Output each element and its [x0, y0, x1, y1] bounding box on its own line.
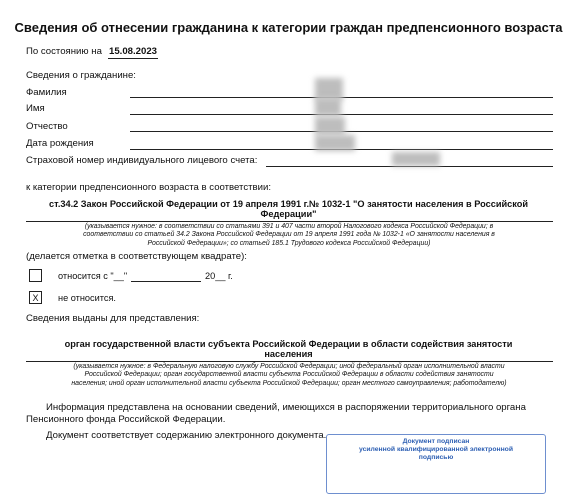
option-applies-year: 20__ г.: [205, 271, 233, 281]
snils-line: [266, 166, 553, 167]
law-hint-line-2: соответствии со статьей 34.2 Закона Российской Федерации от 19 апреля 1991 года № 1032-1 «О занятости населения в: [83, 231, 495, 239]
law-underline: [26, 221, 553, 222]
option-applies-text: относится с "__": [58, 271, 128, 281]
name-redacted: [315, 98, 341, 116]
stamp-line-2: усиленной квалифицированной электронной: [358, 446, 514, 453]
patronymic-redacted: [315, 117, 345, 135]
option-applies-checkbox[interactable]: [29, 269, 42, 282]
as-of-underline: [108, 58, 158, 59]
recipient-hint-line-3: населения; иной орган исполнительной власти субъекта Российской Федерации; орган местного самоуправления; работодателю): [71, 379, 507, 387]
info-paragraph-2: Пенсионного фонда Российской Федерации.: [26, 414, 226, 425]
surname-label: Фамилия: [26, 87, 67, 98]
recipient-underline: [26, 361, 553, 362]
name-label: Имя: [26, 103, 45, 114]
category-intro: к категории предпенсионного возраста в соответствии:: [26, 182, 272, 193]
patronymic-label: Отчество: [26, 121, 68, 132]
surname-redacted: [315, 78, 343, 100]
recipient-hint-line-1: (указывается нужное: в Федеральную налоговую службу Российской Федерации; иной федеральный орган исполнительной власти: [73, 363, 505, 370]
birthdate-redacted: [315, 135, 355, 151]
as-of-date: 15.08.2023: [109, 46, 158, 57]
stamp-line-3: подписью: [418, 454, 454, 461]
snils-label: Страховой номер индивидуального лицевого счета:: [26, 155, 258, 166]
name-line: [130, 114, 553, 115]
recipient-line-2: населения: [264, 349, 313, 359]
checkbox-note: (делается отметка в соответствующем квадрате):: [26, 251, 247, 262]
option-applies-date-line: [131, 281, 201, 282]
law-line-2: Федерации": [260, 209, 317, 219]
citizen-heading: Сведения о гражданине:: [26, 70, 136, 81]
option-not-applies-checkbox[interactable]: X: [29, 291, 42, 304]
snils-redacted: [392, 152, 440, 166]
recipient-hint-line-2: Российской Федерации; орган государственной власти субъекта Российской Федерации в области содействия занятости: [84, 371, 494, 379]
law-hint-line-3: Российской Федерации»; со статьей 185.1 Трудового кодекса Российской Федерации): [147, 239, 431, 247]
option-not-applies-text: не относится.: [58, 293, 116, 303]
as-of-label: По состоянию на: [26, 46, 102, 57]
issued-for-label: Сведения выданы для представления:: [26, 313, 200, 324]
law-hint: [24, 223, 554, 248]
info-paragraph-1: Информация представлена на основании сведений, имеющихся в распоряжении территориального органа: [46, 402, 526, 413]
recipient-line-1: орган государственной власти субъекта Российской Федерации в области содействия занятости: [64, 339, 513, 349]
law-line-1: ст.34.2 Закон Российской Федерации от 19 апреля 1991 г.№ 1032-1 "О занятости населения в Российской: [49, 199, 528, 209]
electronic-signature-stamp: [326, 434, 546, 494]
birthdate-label: Дата рождения: [26, 138, 94, 149]
document-title: Сведения об отнесении гражданина к категории граждан предпенсионного возраста: [14, 20, 563, 35]
info-paragraph-3: Документ соответствует содержанию электронного документа.: [46, 430, 327, 441]
law-hint-line-1: (указывается нужное: в соответствии со статьями 391 и 407 части второй Налогового кодекса Российской Федерации; в: [84, 223, 494, 230]
stamp-line-1: Документ подписан: [402, 438, 470, 445]
recipient-hint: [24, 363, 554, 388]
